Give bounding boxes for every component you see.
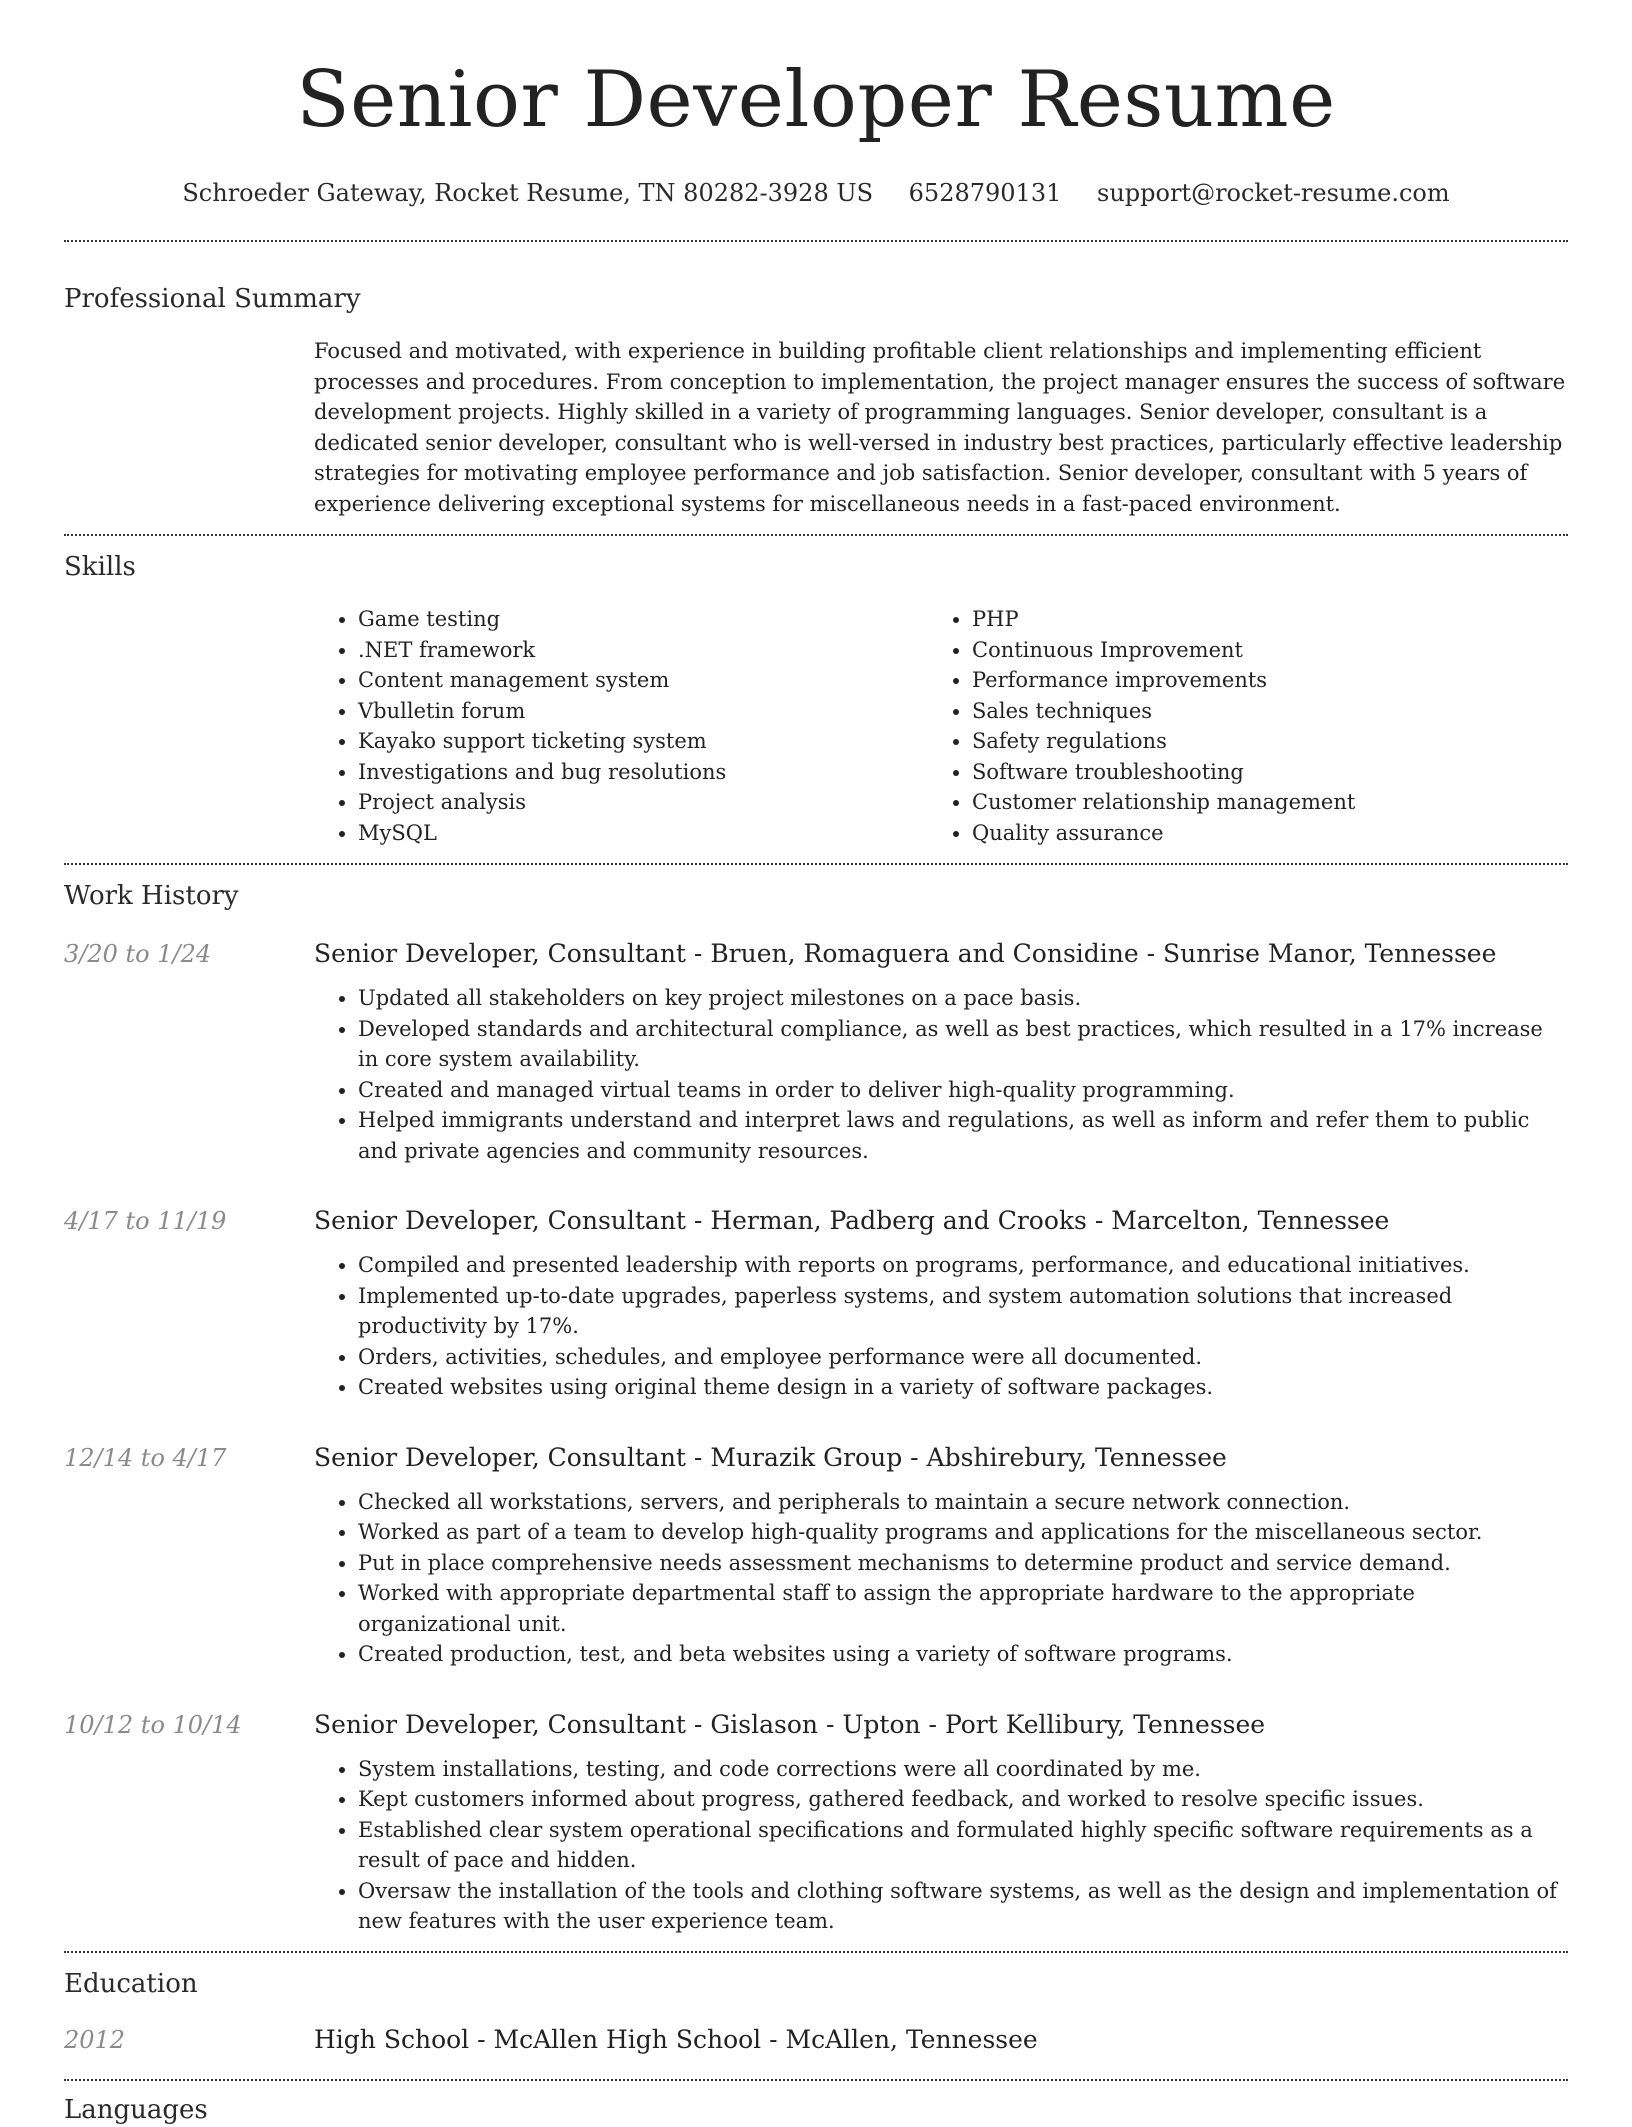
skill-item: • Sales techniques xyxy=(972,696,1542,727)
job-bullets xyxy=(314,1250,1568,1403)
job-header xyxy=(64,937,1568,971)
job-title: Senior Developer, Consultant - Bruen, Romaguera and Considine - Sunrise Manor, Tennessee xyxy=(314,939,1497,968)
job-bullet: • Created websites using original theme design in a variety of software packages. xyxy=(358,1372,1568,1403)
job-entry xyxy=(64,1441,1568,1670)
job-bullet: • Implemented up-to-date upgrades, paperless systems, and system automation solutions that increased productivity by 17%. xyxy=(358,1281,1568,1342)
job-header xyxy=(64,1441,1568,1475)
job-bullet: • System installations, testing, and code corrections were all coordinated by me. xyxy=(358,1754,1568,1785)
job-dates: 3/20 to 1/24 xyxy=(64,940,212,968)
work-history-heading: Work History xyxy=(64,881,239,911)
job-bullets xyxy=(314,1487,1568,1670)
skill-item: • Vbulletin forum xyxy=(358,696,928,727)
job-bullets xyxy=(314,983,1568,1166)
job-bullet: • Kept customers informed about progress, gathered feedback, and worked to resolve specific issues. xyxy=(358,1784,1568,1815)
skills-heading: Skills xyxy=(64,552,136,582)
skill-item: • Quality assurance xyxy=(972,818,1542,849)
skill-item: • Performance improvements xyxy=(972,665,1542,696)
job-bullet: • Orders, activities, schedules, and employee performance were all documented. xyxy=(358,1342,1568,1373)
job-bullet: • Put in place comprehensive needs assessment mechanisms to determine product and service demand. xyxy=(358,1548,1568,1579)
skill-item: • Continuous Improvement xyxy=(972,635,1542,666)
job-dates: 10/12 to 10/14 xyxy=(64,1710,242,1739)
skill-item: • Game testing xyxy=(358,604,928,635)
skill-item: • MySQL xyxy=(358,818,928,849)
summary-text: Focused and motivated, with experience in building profitable client relationships and implementing efficient processes and procedures. From conception to implementation, the project manager ensures the success of software development projects. Highly skilled in a variety of programming languages. Senior developer, consultant is a dedicated senior developer, consultant who is well-versed in industry best practices, particularly effective leadership strategies for motivating employee performance and job satisfaction. Senior developer, consultant with 5 years of experience delivering exceptional systems for miscellaneous needs in a fast-paced environment. xyxy=(314,339,1566,516)
job-bullet: • Worked as part of a team to develop high-quality programs and applications for the miscellaneous sector. xyxy=(358,1517,1568,1548)
summary-heading: Professional Summary xyxy=(64,284,361,314)
resume-title: Senior Developer Resume xyxy=(296,55,1336,145)
skills-column-right xyxy=(928,604,1542,848)
job-bullet: • Compiled and presented leadership with reports on programs, performance, and educational initiatives. xyxy=(358,1250,1568,1281)
job-bullet: • Oversaw the installation of the tools and clothing software systems, as well as the design and implementation of new features with the user experience team. xyxy=(358,1876,1568,1937)
job-bullet: • Helped immigrants understand and interpret laws and regulations, as well as inform and refer them to public and private agencies and community resources. xyxy=(358,1105,1568,1166)
job-entry xyxy=(64,1204,1568,1403)
education-year: 2012 xyxy=(64,2025,126,2054)
skill-item: • Customer relationship management xyxy=(972,787,1542,818)
section-divider xyxy=(64,534,1568,536)
skill-item: • .NET framework xyxy=(358,635,928,666)
job-bullet: • Checked all workstations, servers, and peripherals to maintain a secure network connection. xyxy=(358,1487,1568,1518)
skill-item: • Project analysis xyxy=(358,787,928,818)
job-bullet: • Established clear system operational specifications and formulated highly specific software requirements as a result of pace and hidden. xyxy=(358,1815,1568,1876)
contact-email: support@rocket-resume.com xyxy=(1097,179,1450,207)
skill-item: • Kayako support ticketing system xyxy=(358,726,928,757)
contact-line xyxy=(64,176,1568,210)
skills-column-left xyxy=(314,604,928,848)
job-title: Senior Developer, Consultant - Murazik Group - Abshirebury, Tennessee xyxy=(314,1442,1227,1472)
job-header xyxy=(64,1204,1568,1238)
languages-heading: Languages xyxy=(64,2094,208,2125)
job-entry xyxy=(64,937,1568,1166)
contact-phone: 6528790131 xyxy=(908,179,1062,207)
education-heading: Education xyxy=(64,1968,198,1999)
education-entry xyxy=(64,2023,1568,2057)
job-bullet: • Created and managed virtual teams in order to deliver high-quality programming. xyxy=(358,1075,1568,1106)
education-detail: High School - McAllen High School - McAllen, Tennessee xyxy=(314,2024,1038,2054)
job-bullet: • Developed standards and architectural compliance, as well as best practices, which resulted in a 17% increase in core system availability. xyxy=(358,1014,1568,1075)
job-dates: 4/17 to 11/19 xyxy=(64,1207,227,1235)
job-dates: 12/14 to 4/17 xyxy=(64,1443,227,1472)
job-bullet: • Created production, test, and beta websites using a variety of software programs. xyxy=(358,1639,1568,1670)
section-divider xyxy=(64,863,1568,865)
section-divider xyxy=(64,2079,1568,2081)
skill-item: • PHP xyxy=(972,604,1542,635)
job-title: Senior Developer, Consultant - Gislason - Upton - Port Kellibury, Tennessee xyxy=(314,1709,1266,1739)
section-divider xyxy=(64,1951,1568,1953)
skill-item: • Content management system xyxy=(358,665,928,696)
skill-item: • Safety regulations xyxy=(972,726,1542,757)
skill-item: • Investigations and bug resolutions xyxy=(358,757,928,788)
job-bullet: • Worked with appropriate departmental staff to assign the appropriate hardware to the appropriate organizational unit. xyxy=(358,1578,1568,1639)
job-header xyxy=(64,1708,1568,1742)
job-entry xyxy=(64,1708,1568,1937)
job-bullet: • Updated all stakeholders on key project milestones on a pace basis. xyxy=(358,983,1568,1014)
contact-address: Schroeder Gateway, Rocket Resume, TN 80282-3928 US xyxy=(182,179,874,207)
section-divider xyxy=(64,240,1568,242)
skills-list xyxy=(314,604,1568,848)
skill-item: • Software troubleshooting xyxy=(972,757,1542,788)
job-bullets xyxy=(314,1754,1568,1937)
job-title: Senior Developer, Consultant - Herman, Padberg and Crooks - Marcelton, Tennessee xyxy=(314,1206,1390,1235)
